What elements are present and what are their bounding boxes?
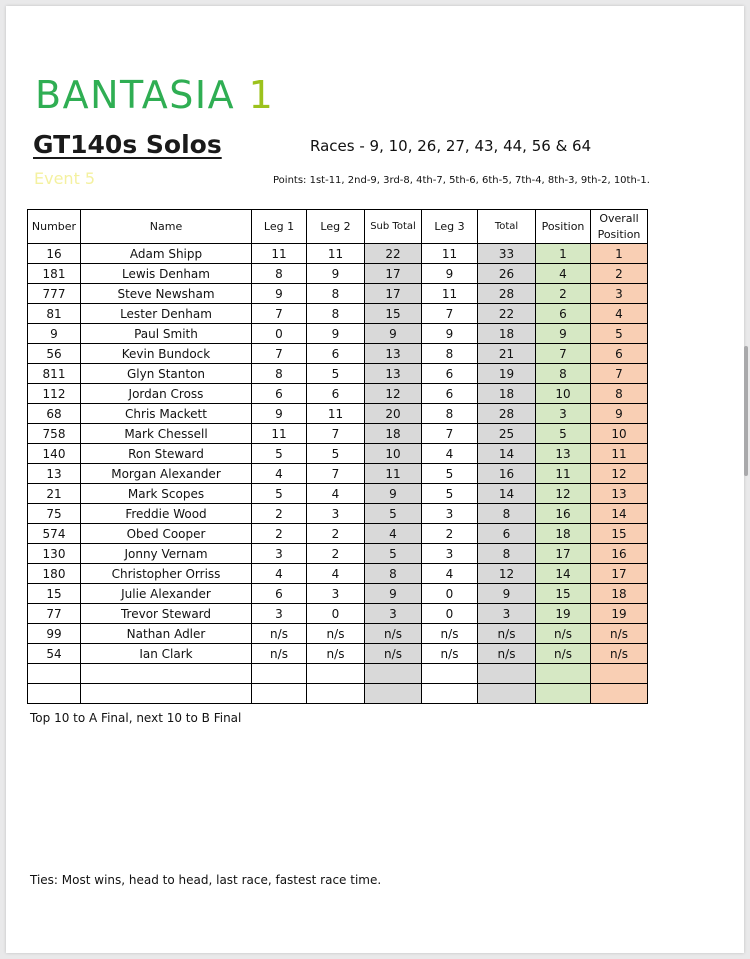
cell-leg1: 4 (252, 564, 307, 584)
cell-total: 33 (478, 244, 536, 264)
scrollbar-thumb[interactable] (744, 346, 748, 476)
cell-leg3: n/s (422, 644, 478, 664)
cell-position: 5 (536, 424, 591, 444)
cell-overall-position: 15 (591, 524, 648, 544)
cell-position: 11 (536, 464, 591, 484)
cell-total: 9 (478, 584, 536, 604)
cell-number: 181 (28, 264, 81, 284)
cell-subtotal: 3 (365, 604, 422, 624)
cell-leg3: 0 (422, 584, 478, 604)
table-row (28, 684, 648, 704)
cell-overall-position: 18 (591, 584, 648, 604)
cell-leg3: 6 (422, 384, 478, 404)
cell-leg2: 8 (307, 284, 365, 304)
cell-subtotal: 17 (365, 284, 422, 304)
cell-leg3: 9 (422, 264, 478, 284)
cell-subtotal: 15 (365, 304, 422, 324)
table-row (28, 324, 648, 344)
cell-overall-position: 14 (591, 504, 648, 524)
cell-overall-position: 7 (591, 364, 648, 384)
cell-subtotal: 8 (365, 564, 422, 584)
cell-leg2: n/s (307, 644, 365, 664)
cell-position: 9 (536, 324, 591, 344)
cell-name: Jonny Vernam (81, 544, 252, 564)
cell-leg3 (422, 684, 478, 704)
cell-position: 17 (536, 544, 591, 564)
cell-position: 16 (536, 504, 591, 524)
cell-overall-position: n/s (591, 644, 648, 664)
cell-number: 81 (28, 304, 81, 324)
cell-leg1: n/s (252, 624, 307, 644)
cell-overall-position (591, 684, 648, 704)
cell-subtotal: 17 (365, 264, 422, 284)
header-overall-line2: Position (597, 227, 641, 241)
cell-leg3: 8 (422, 404, 478, 424)
cell-leg3: 7 (422, 304, 478, 324)
cell-leg3: 11 (422, 244, 478, 264)
table-row (28, 464, 648, 484)
cell-subtotal: n/s (365, 624, 422, 644)
cell-leg2: 4 (307, 484, 365, 504)
header-position: Position (536, 210, 591, 244)
cell-position: 19 (536, 604, 591, 624)
header-overall-line1: Overall (599, 211, 639, 225)
cell-number: 56 (28, 344, 81, 364)
races-list: Races - 9, 10, 26, 27, 43, 44, 56 & 64 (310, 137, 592, 155)
cell-subtotal: 11 (365, 464, 422, 484)
table-row (28, 344, 648, 364)
cell-total: 22 (478, 304, 536, 324)
cell-position: n/s (536, 624, 591, 644)
cell-leg3: 3 (422, 544, 478, 564)
cell-total: 6 (478, 524, 536, 544)
cell-name: Glyn Stanton (81, 364, 252, 384)
table-header-row (28, 210, 648, 244)
cell-position (536, 664, 591, 684)
cell-name: Kevin Bundock (81, 344, 252, 364)
table-row (28, 524, 648, 544)
cell-leg2: 0 (307, 604, 365, 624)
cell-name: Lewis Denham (81, 264, 252, 284)
cell-leg1: 9 (252, 284, 307, 304)
cell-overall-position: 5 (591, 324, 648, 344)
ties-note: Ties: Most wins, head to head, last race, fastest race time. (30, 873, 382, 887)
table-row (28, 584, 648, 604)
cell-name: Trevor Steward (81, 604, 252, 624)
cell-leg3: 4 (422, 444, 478, 464)
cell-number: 112 (28, 384, 81, 404)
table-row (28, 244, 648, 264)
cell-total: 19 (478, 364, 536, 384)
cell-overall-position: 10 (591, 424, 648, 444)
header-leg3: Leg 3 (422, 210, 478, 244)
cell-name: Paul Smith (81, 324, 252, 344)
cell-leg2: 9 (307, 324, 365, 344)
cell-position: 18 (536, 524, 591, 544)
cell-subtotal: 9 (365, 484, 422, 504)
cell-overall-position: 6 (591, 344, 648, 364)
cell-name: Christopher Orriss (81, 564, 252, 584)
cell-position: 2 (536, 284, 591, 304)
cell-overall-position: 19 (591, 604, 648, 624)
table-row (28, 404, 648, 424)
cell-leg2: 5 (307, 364, 365, 384)
table-row (28, 484, 648, 504)
cell-total: 18 (478, 384, 536, 404)
cell-leg3: 11 (422, 284, 478, 304)
table-row (28, 664, 648, 684)
brand-number: 1 (248, 73, 275, 117)
cell-number: 15 (28, 584, 81, 604)
cell-name: Nathan Adler (81, 624, 252, 644)
cell-position: 8 (536, 364, 591, 384)
table-row (28, 284, 648, 304)
cell-name: Mark Scopes (81, 484, 252, 504)
cell-subtotal: 9 (365, 324, 422, 344)
cell-position: 4 (536, 264, 591, 284)
cell-subtotal: 10 (365, 444, 422, 464)
cell-total (478, 684, 536, 704)
cell-overall-position: 3 (591, 284, 648, 304)
cell-position: 12 (536, 484, 591, 504)
cell-leg2: 11 (307, 404, 365, 424)
cell-overall-position: 4 (591, 304, 648, 324)
cell-leg1: 7 (252, 344, 307, 364)
cell-leg3: 9 (422, 324, 478, 344)
cell-number: 21 (28, 484, 81, 504)
cell-number: 811 (28, 364, 81, 384)
cell-number: 13 (28, 464, 81, 484)
cell-leg3: n/s (422, 624, 478, 644)
results-body (28, 244, 648, 704)
cell-number: 77 (28, 604, 81, 624)
results-table (27, 209, 648, 704)
cell-total: 3 (478, 604, 536, 624)
cell-name: Lester Denham (81, 304, 252, 324)
cell-number (28, 684, 81, 704)
table-row (28, 624, 648, 644)
cell-name: Freddie Wood (81, 504, 252, 524)
table-row (28, 544, 648, 564)
cell-overall-position: 13 (591, 484, 648, 504)
cell-overall-position: 12 (591, 464, 648, 484)
cell-subtotal: 9 (365, 584, 422, 604)
cell-leg1: 3 (252, 604, 307, 624)
cell-leg2: 6 (307, 344, 365, 364)
cell-leg1: 5 (252, 444, 307, 464)
cell-leg1: 8 (252, 264, 307, 284)
cell-number: 99 (28, 624, 81, 644)
cell-position: 14 (536, 564, 591, 584)
cell-number: 140 (28, 444, 81, 464)
cell-total: 14 (478, 444, 536, 464)
cell-position: 15 (536, 584, 591, 604)
cell-name: Ron Steward (81, 444, 252, 464)
header-leg2: Leg 2 (307, 210, 365, 244)
cell-leg2: 9 (307, 264, 365, 284)
cell-name: Mark Chessell (81, 424, 252, 444)
cell-total: 18 (478, 324, 536, 344)
brand-logo (35, 73, 275, 117)
cell-number: 68 (28, 404, 81, 424)
points-scheme: Points: 1st-11, 2nd-9, 3rd-8, 4th-7, 5th-6, 6th-5, 7th-4, 8th-3, 9th-2, 10th-1. (273, 175, 650, 186)
cell-total: 8 (478, 504, 536, 524)
cell-overall-position: 2 (591, 264, 648, 284)
cell-name (81, 664, 252, 684)
cell-leg3 (422, 664, 478, 684)
cell-leg3: 5 (422, 484, 478, 504)
cell-overall-position: n/s (591, 624, 648, 644)
cell-leg2: 11 (307, 244, 365, 264)
event-label: Event 5 (34, 169, 96, 188)
cell-position: 6 (536, 304, 591, 324)
cell-number: 574 (28, 524, 81, 544)
cell-total: 16 (478, 464, 536, 484)
cell-leg2 (307, 684, 365, 704)
cell-leg1 (252, 664, 307, 684)
cell-position: 7 (536, 344, 591, 364)
header-total: Total (478, 210, 536, 244)
cell-overall-position: 9 (591, 404, 648, 424)
cell-total: 28 (478, 404, 536, 424)
cell-subtotal: 20 (365, 404, 422, 424)
cell-number: 758 (28, 424, 81, 444)
cell-leg1: 4 (252, 464, 307, 484)
cell-number: 75 (28, 504, 81, 524)
cell-leg2: 2 (307, 524, 365, 544)
cell-subtotal: 13 (365, 364, 422, 384)
cell-leg1: n/s (252, 644, 307, 664)
cell-leg1: 8 (252, 364, 307, 384)
cell-leg3: 0 (422, 604, 478, 624)
cell-subtotal: 5 (365, 504, 422, 524)
document-page (6, 6, 744, 953)
cell-leg3: 8 (422, 344, 478, 364)
cell-position: 13 (536, 444, 591, 464)
cell-leg2: 3 (307, 504, 365, 524)
cell-subtotal (365, 684, 422, 704)
cell-leg2: 7 (307, 464, 365, 484)
table-row (28, 444, 648, 464)
cell-number: 130 (28, 544, 81, 564)
cell-name: Julie Alexander (81, 584, 252, 604)
cell-leg2: 7 (307, 424, 365, 444)
cell-overall-position: 11 (591, 444, 648, 464)
header-number: Number (28, 210, 81, 244)
cell-total: 14 (478, 484, 536, 504)
cell-leg2: 3 (307, 584, 365, 604)
cell-number: 16 (28, 244, 81, 264)
cell-leg1: 11 (252, 244, 307, 264)
cell-leg1: 6 (252, 384, 307, 404)
cell-name: Chris Mackett (81, 404, 252, 424)
cell-leg1: 7 (252, 304, 307, 324)
cell-leg1: 2 (252, 524, 307, 544)
cell-total: 12 (478, 564, 536, 584)
cell-position: 1 (536, 244, 591, 264)
cell-name: Adam Shipp (81, 244, 252, 264)
cell-subtotal: 13 (365, 344, 422, 364)
cell-leg2: 8 (307, 304, 365, 324)
cell-leg3: 6 (422, 364, 478, 384)
cell-name: Ian Clark (81, 644, 252, 664)
cell-subtotal: 4 (365, 524, 422, 544)
finals-note: Top 10 to A Final, next 10 to B Final (30, 711, 242, 725)
table-row (28, 564, 648, 584)
cell-position: 3 (536, 404, 591, 424)
cell-overall-position: 1 (591, 244, 648, 264)
cell-leg1: 9 (252, 404, 307, 424)
cell-overall-position: 8 (591, 384, 648, 404)
cell-position (536, 684, 591, 704)
cell-leg3: 2 (422, 524, 478, 544)
cell-leg1: 3 (252, 544, 307, 564)
cell-subtotal: n/s (365, 644, 422, 664)
table-row (28, 264, 648, 284)
cell-leg3: 3 (422, 504, 478, 524)
table-row (28, 644, 648, 664)
cell-number: 9 (28, 324, 81, 344)
cell-name: Obed Cooper (81, 524, 252, 544)
cell-leg2: 5 (307, 444, 365, 464)
cell-position: n/s (536, 644, 591, 664)
cell-leg2 (307, 664, 365, 684)
header-name: Name (81, 210, 252, 244)
cell-total: n/s (478, 644, 536, 664)
header-leg1: Leg 1 (252, 210, 307, 244)
cell-overall-position (591, 664, 648, 684)
cell-number: 777 (28, 284, 81, 304)
cell-subtotal: 22 (365, 244, 422, 264)
cell-leg2: n/s (307, 624, 365, 644)
brand-name: BANTASIA (35, 73, 236, 117)
cell-overall-position: 16 (591, 544, 648, 564)
table-row (28, 364, 648, 384)
cell-leg2: 4 (307, 564, 365, 584)
cell-number (28, 664, 81, 684)
cell-subtotal: 12 (365, 384, 422, 404)
cell-name (81, 684, 252, 704)
cell-total (478, 664, 536, 684)
cell-leg3: 7 (422, 424, 478, 444)
cell-leg1: 6 (252, 584, 307, 604)
cell-total: 25 (478, 424, 536, 444)
cell-leg1 (252, 684, 307, 704)
cell-name: Steve Newsham (81, 284, 252, 304)
cell-leg1: 2 (252, 504, 307, 524)
cell-leg1: 5 (252, 484, 307, 504)
cell-name: Morgan Alexander (81, 464, 252, 484)
table-row (28, 384, 648, 404)
cell-name: Jordan Cross (81, 384, 252, 404)
header-subtotal: Sub Total (365, 210, 422, 244)
cell-leg2: 6 (307, 384, 365, 404)
table-row (28, 504, 648, 524)
cell-subtotal: 5 (365, 544, 422, 564)
cell-subtotal (365, 664, 422, 684)
cell-total: 21 (478, 344, 536, 364)
cell-leg2: 2 (307, 544, 365, 564)
cell-number: 180 (28, 564, 81, 584)
cell-total: 8 (478, 544, 536, 564)
cell-number: 54 (28, 644, 81, 664)
cell-total: 28 (478, 284, 536, 304)
cell-total: 26 (478, 264, 536, 284)
header-overall-position (591, 210, 648, 244)
cell-leg3: 5 (422, 464, 478, 484)
cell-overall-position: 17 (591, 564, 648, 584)
cell-leg3: 4 (422, 564, 478, 584)
cell-leg1: 0 (252, 324, 307, 344)
table-row (28, 604, 648, 624)
table-row (28, 424, 648, 444)
cell-position: 10 (536, 384, 591, 404)
page-title: GT140s Solos (33, 130, 222, 159)
cell-subtotal: 18 (365, 424, 422, 444)
table-row (28, 304, 648, 324)
cell-total: n/s (478, 624, 536, 644)
cell-leg1: 11 (252, 424, 307, 444)
